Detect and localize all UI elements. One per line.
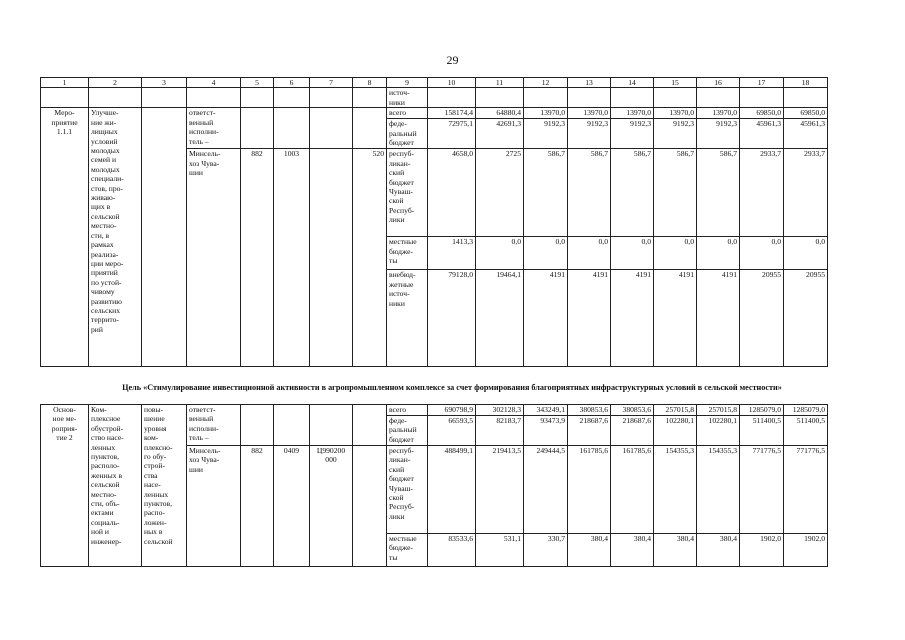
amount-cell: 83533,6	[428, 534, 476, 567]
expense-type-code: 520	[353, 149, 387, 367]
amount-cell: 380,4	[568, 534, 611, 567]
column-number-header: 7	[310, 78, 353, 88]
amount-cell: 586,7	[611, 149, 654, 237]
amount-cell: 69850,0	[784, 108, 828, 119]
amount-cell: 586,7	[568, 149, 611, 237]
column-number-header: 11	[476, 78, 524, 88]
activity-goal: повы- шение уровня ком- плексно- го обу- строй- ства насе- ленных пунктов, распо- ложен- ных в сельской	[142, 405, 187, 567]
activity-name: Ком- плексное обустрой- ство насе- ленных пунктов, располо- женных в сельской местно- сти, объ- ектами социаль- ной и инженер-	[89, 405, 142, 567]
table-row	[41, 88, 828, 108]
amount-cell: 1285079,0	[784, 405, 828, 416]
amount-cell: 2933,7	[784, 149, 828, 237]
amount-cell: 9192,3	[568, 119, 611, 149]
amount-cell: 586,7	[524, 149, 568, 237]
amount-cell: 0,0	[654, 237, 697, 270]
amount-cell: 0,0	[476, 237, 524, 270]
amount-cell: 2725	[476, 149, 524, 237]
target-article-code: Ц990200 000	[310, 446, 353, 567]
column-number-header: 12	[524, 78, 568, 88]
amount-cell: 9192,3	[654, 119, 697, 149]
amount-cell: 380,4	[654, 534, 697, 567]
column-number-header: 8	[353, 78, 387, 88]
funding-source: всего	[387, 108, 428, 119]
amount-cell: 218687,6	[611, 416, 654, 446]
amount-cell: 69850,0	[740, 108, 784, 119]
amount-cell: 9192,3	[611, 119, 654, 149]
column-number-header: 10	[428, 78, 476, 88]
amount-cell: 380,4	[611, 534, 654, 567]
activity-code: Меро- приятие 1.1.1	[41, 108, 89, 367]
table-row	[41, 108, 828, 119]
funding-source: феде- ральный бюджет	[387, 416, 428, 446]
column-number-header: 17	[740, 78, 784, 88]
amount-cell: 72975,1	[428, 119, 476, 149]
amount-cell: 380853,6	[568, 405, 611, 416]
amount-cell: 13970,0	[524, 108, 568, 119]
table-cell	[274, 405, 310, 446]
amount-cell: 0,0	[568, 237, 611, 270]
amount-cell: 1902,0	[784, 534, 828, 567]
column-number-header: 5	[241, 78, 274, 88]
column-number-header: 3	[142, 78, 187, 88]
amount-cell: 102280,1	[654, 416, 697, 446]
table-cell	[310, 108, 353, 149]
ministry-name: Минсель- хоз Чува- шии	[187, 149, 241, 367]
amount-cell: 380853,6	[611, 405, 654, 416]
amount-cell: 161785,6	[568, 446, 611, 534]
column-number-header: 14	[611, 78, 654, 88]
amount-cell: 4191	[611, 270, 654, 367]
amount-cell: 158174,4	[428, 108, 476, 119]
amount-cell: 0,0	[784, 237, 828, 270]
funding-source: респуб- ликан- ский бюджет Чуваш- ской Респуб- лики	[387, 149, 428, 237]
amount-cell: 93473,9	[524, 416, 568, 446]
amount-cell: 161785,6	[611, 446, 654, 534]
amount-cell: 218687,6	[568, 416, 611, 446]
funding-source: источ- ники	[387, 88, 428, 108]
amount-cell: 82183,7	[476, 416, 524, 446]
table-cell	[241, 405, 274, 446]
amount-cell: 20955	[740, 270, 784, 367]
goal-heading: Цель «Стимулирование инвестиционной активности в агропромышленном комплексе за счет формирования благоприятных инфраструктурных условий в сельской местности»	[122, 383, 782, 392]
column-number-header: 1	[41, 78, 89, 88]
page-number: 29	[446, 53, 459, 67]
amount-cell: 2933,7	[740, 149, 784, 237]
table-cell	[274, 108, 310, 149]
amount-cell: 511400,5	[740, 416, 784, 446]
table-cell	[310, 405, 353, 446]
amount-cell: 302128,3	[476, 405, 524, 416]
amount-cell: 13970,0	[654, 108, 697, 119]
amount-cell: 219413,5	[476, 446, 524, 534]
amount-cell: 0,0	[524, 237, 568, 270]
column-number-header: 18	[784, 78, 828, 88]
amount-cell: 19464,1	[476, 270, 524, 367]
amount-cell: 511400,5	[784, 416, 828, 446]
amount-cell: 0,0	[740, 237, 784, 270]
activity-goal	[142, 108, 187, 367]
budget-table-part-2	[40, 404, 828, 567]
responsible-executor: ответст- венный исполни- тель –	[187, 405, 241, 446]
amount-cell: 1902,0	[740, 534, 784, 567]
amount-cell: 0,0	[611, 237, 654, 270]
column-number-header: 6	[274, 78, 310, 88]
funding-source: феде- ральный бюджет	[387, 119, 428, 149]
amount-cell: 1285079,0	[740, 405, 784, 416]
responsible-executor: ответст- венный исполни- тель –	[187, 108, 241, 149]
amount-cell: 45961,3	[784, 119, 828, 149]
grbs-code: 882	[241, 446, 274, 567]
ministry-name: Минсель- хоз Чува- шии	[187, 446, 241, 567]
amount-cell: 257015,8	[654, 405, 697, 416]
column-number-header: 9	[387, 78, 428, 88]
amount-cell: 586,7	[654, 149, 697, 237]
amount-cell: 4191	[524, 270, 568, 367]
funding-source: внебюд- жетные источ- ники	[387, 270, 428, 367]
column-number-header: 16	[697, 78, 740, 88]
expense-type-code	[353, 446, 387, 567]
amount-cell: 249444,5	[524, 446, 568, 534]
amount-cell: 771776,5	[740, 446, 784, 534]
section-code: 0409	[274, 446, 310, 567]
amount-cell: 64880,4	[476, 108, 524, 119]
grbs-code: 882	[241, 149, 274, 367]
column-number-header: 4	[187, 78, 241, 88]
amount-cell: 154355,3	[697, 446, 740, 534]
funding-source: респуб- ликан- ский бюджет Чуваш- ской Респуб- лики	[387, 446, 428, 534]
amount-cell: 13970,0	[568, 108, 611, 119]
amount-cell: 45961,3	[740, 119, 784, 149]
amount-cell: 0,0	[697, 237, 740, 270]
funding-source: местные бюдже- ты	[387, 534, 428, 567]
amount-cell: 42691,3	[476, 119, 524, 149]
amount-cell: 154355,3	[654, 446, 697, 534]
funding-source: всего	[387, 405, 428, 416]
activity-code: Основ- ное ме- роприя- тие 2	[41, 405, 89, 567]
amount-cell: 257015,8	[697, 405, 740, 416]
budget-table-part-1	[40, 77, 828, 367]
amount-cell: 4191	[697, 270, 740, 367]
amount-cell: 586,7	[697, 149, 740, 237]
amount-cell: 66593,5	[428, 416, 476, 446]
amount-cell: 20955	[784, 270, 828, 367]
table-row	[41, 405, 828, 416]
table-cell	[241, 108, 274, 149]
amount-cell: 13970,0	[611, 108, 654, 119]
amount-cell: 531,1	[476, 534, 524, 567]
funding-source: местные бюдже- ты	[387, 237, 428, 270]
header-row	[41, 78, 828, 88]
amount-cell: 9192,3	[524, 119, 568, 149]
column-number-header: 15	[654, 78, 697, 88]
column-number-header: 13	[568, 78, 611, 88]
amount-cell: 4191	[654, 270, 697, 367]
activity-name: Улучше- ние жи- лищных условий молодых семей и молодых специали- стов, про- живаю- щих в сельской местно- сти, в рамках реализа- ции меро- приятий по устой- чивому развитию сельских террито- рий	[89, 108, 142, 367]
amount-cell: 79128,0	[428, 270, 476, 367]
amount-cell: 488499,1	[428, 446, 476, 534]
amount-cell: 330,7	[524, 534, 568, 567]
amount-cell: 9192,3	[697, 119, 740, 149]
column-number-header: 2	[89, 78, 142, 88]
amount-cell: 771776,5	[784, 446, 828, 534]
table-cell	[353, 108, 387, 149]
table-cell	[353, 405, 387, 446]
amount-cell: 690798,9	[428, 405, 476, 416]
amount-cell: 380,4	[697, 534, 740, 567]
amount-cell: 102280,1	[697, 416, 740, 446]
amount-cell: 4658,0	[428, 149, 476, 237]
amount-cell: 13970,0	[697, 108, 740, 119]
target-article-code	[310, 149, 353, 367]
amount-cell: 1413,3	[428, 237, 476, 270]
amount-cell: 4191	[568, 270, 611, 367]
section-code: 1003	[274, 149, 310, 367]
amount-cell: 343249,1	[524, 405, 568, 416]
